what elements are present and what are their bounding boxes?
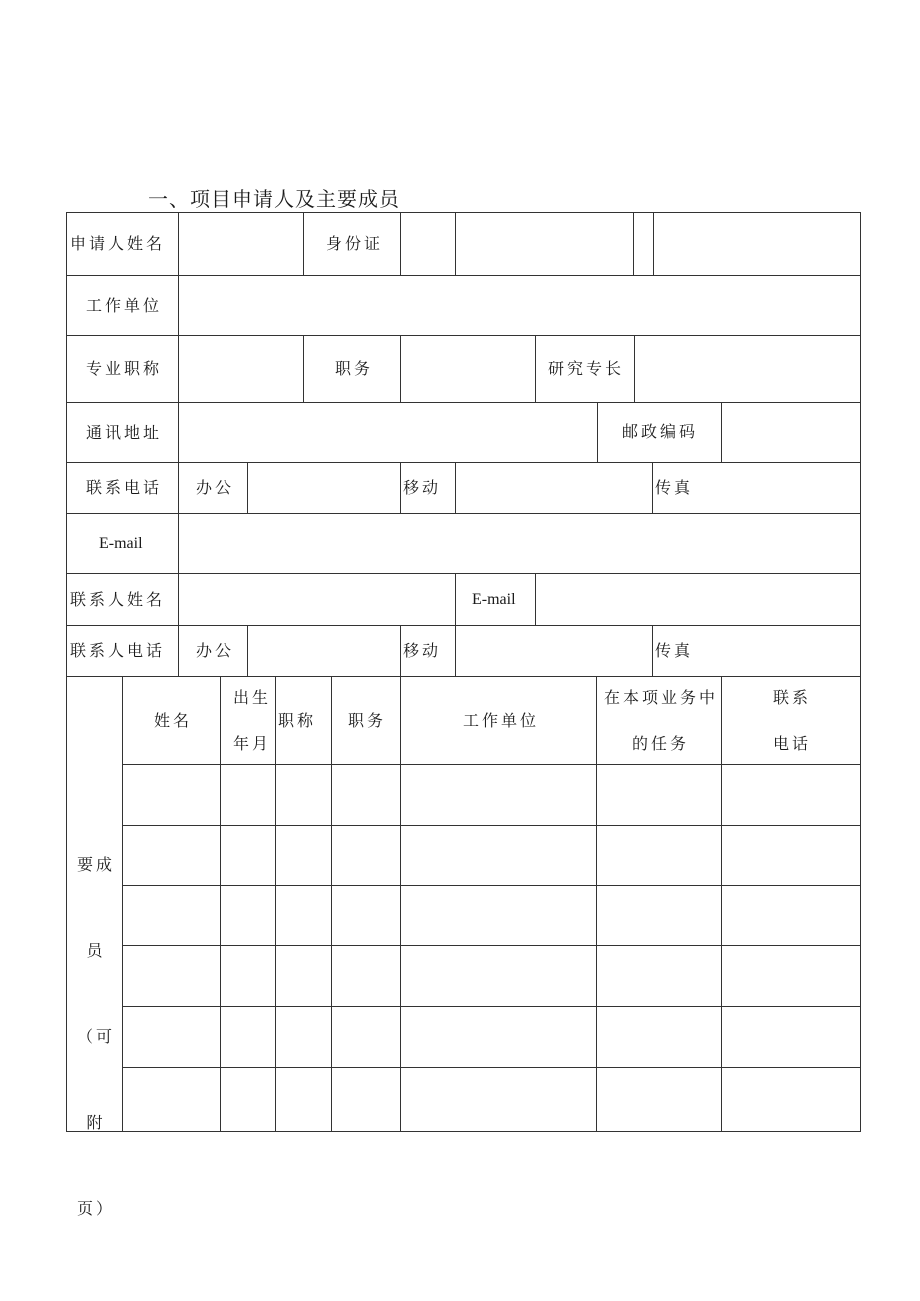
member-task-cell[interactable] (598, 947, 720, 1005)
col-header-task-line1: 在本项业务中 (604, 688, 719, 707)
member-title-cell[interactable] (277, 1008, 330, 1066)
contact-mobile-label: 移动 (403, 641, 442, 660)
member-work-unit-cell[interactable] (402, 947, 595, 1005)
member-position-cell[interactable] (333, 766, 399, 824)
contact-fax-field[interactable] (700, 627, 858, 675)
member-title-cell[interactable] (277, 887, 330, 944)
id-number-field[interactable] (402, 214, 854, 274)
members-side-label-line: （可 (76, 1027, 115, 1046)
member-phone-cell[interactable] (723, 887, 859, 944)
contact-mobile-field[interactable] (457, 627, 651, 675)
member-phone-cell[interactable] (723, 947, 859, 1005)
col-header-position: 职务 (348, 711, 387, 730)
professional-title-label: 专业职称 (86, 359, 163, 378)
position-field[interactable] (402, 337, 534, 401)
member-birth-cell[interactable] (222, 827, 274, 884)
member-work-unit-cell[interactable] (402, 1008, 595, 1066)
address-field[interactable] (180, 404, 596, 461)
member-birth-cell[interactable] (222, 947, 274, 1005)
member-name-cell[interactable] (124, 947, 219, 1005)
col-header-title: 职称 (278, 711, 317, 730)
contact-office-field[interactable] (249, 627, 399, 675)
applicant-name-field[interactable] (180, 214, 302, 274)
contact-name-field[interactable] (180, 575, 454, 624)
contact-office-label: 办公 (196, 641, 235, 660)
member-name-cell[interactable] (124, 887, 219, 944)
member-phone-cell[interactable] (723, 766, 859, 824)
member-position-cell[interactable] (333, 887, 399, 944)
member-birth-cell[interactable] (222, 1008, 274, 1066)
col-header-work-unit: 工作单位 (463, 711, 540, 730)
members-side-label-line: 页） (76, 1199, 115, 1218)
contact-email-label: E-mail (472, 591, 516, 608)
member-work-unit-cell[interactable] (402, 766, 595, 824)
member-position-cell[interactable] (333, 827, 399, 884)
member-birth-cell[interactable] (222, 766, 274, 824)
members-side-label-line: 要成 (76, 855, 115, 874)
col-header-birth-line1: 出生 (233, 688, 272, 707)
col-header-task-line2: 的任务 (632, 734, 690, 753)
member-position-cell[interactable] (333, 947, 399, 1005)
member-birth-cell[interactable] (222, 887, 274, 944)
address-label: 通讯地址 (86, 423, 163, 442)
specialty-field[interactable] (636, 337, 858, 401)
work-unit-field[interactable] (180, 277, 858, 334)
member-position-cell[interactable] (333, 1008, 399, 1066)
member-task-cell[interactable] (598, 766, 720, 824)
member-task-cell[interactable] (598, 1008, 720, 1066)
member-work-unit-cell[interactable] (402, 827, 595, 884)
applicant-name-label: 申请人姓名 (70, 234, 166, 253)
contact-email-field[interactable] (537, 575, 858, 624)
phone-label: 联系电话 (86, 478, 163, 497)
member-work-unit-cell[interactable] (402, 1069, 595, 1130)
mobile-label: 移动 (403, 478, 442, 497)
col-header-birth-line2: 年月 (233, 734, 272, 753)
fax-label: 传真 (655, 478, 694, 497)
work-unit-label: 工作单位 (86, 296, 163, 315)
member-phone-cell[interactable] (723, 827, 859, 884)
member-title-cell[interactable] (277, 1069, 330, 1130)
contact-fax-label: 传真 (655, 641, 694, 660)
members-side-label-line: 员 (86, 941, 106, 960)
office-phone-field[interactable] (249, 464, 399, 512)
member-name-cell[interactable] (124, 1069, 219, 1130)
specialty-label: 研究专长 (548, 359, 625, 378)
mobile-field[interactable] (457, 464, 651, 512)
email-field[interactable] (180, 515, 858, 572)
member-name-cell[interactable] (124, 1008, 219, 1066)
member-task-cell[interactable] (598, 827, 720, 884)
member-name-cell[interactable] (124, 766, 219, 824)
member-birth-cell[interactable] (222, 1069, 274, 1130)
contact-name-label: 联系人姓名 (70, 590, 166, 609)
postcode-field[interactable] (723, 404, 858, 461)
member-work-unit-cell[interactable] (402, 887, 595, 944)
section-title: 一、项目申请人及主要成员 (148, 187, 400, 211)
col-header-name: 姓名 (154, 711, 193, 730)
email-label: E-mail (99, 535, 143, 552)
member-title-cell[interactable] (277, 766, 330, 824)
member-task-cell[interactable] (598, 1069, 720, 1130)
id-number-label: 身份证 (326, 234, 384, 253)
member-phone-cell[interactable] (723, 1008, 859, 1066)
position-label: 职务 (335, 359, 374, 378)
office-phone-label: 办公 (196, 478, 235, 497)
members-side-label (76, 800, 116, 1273)
professional-title-field[interactable] (180, 337, 302, 401)
member-phone-cell[interactable] (723, 1069, 859, 1130)
postcode-label: 邮政编码 (622, 422, 699, 441)
member-position-cell[interactable] (333, 1069, 399, 1130)
col-header-phone-line1: 联系 (773, 688, 812, 707)
fax-field[interactable] (700, 464, 858, 512)
member-name-cell[interactable] (124, 827, 219, 884)
member-title-cell[interactable] (277, 947, 330, 1005)
members-side-label-line: 附 (86, 1113, 106, 1132)
contact-phone-label: 联系人电话 (70, 641, 166, 660)
member-title-cell[interactable] (277, 827, 330, 884)
member-task-cell[interactable] (598, 887, 720, 944)
col-header-phone-line2: 电话 (773, 734, 812, 753)
